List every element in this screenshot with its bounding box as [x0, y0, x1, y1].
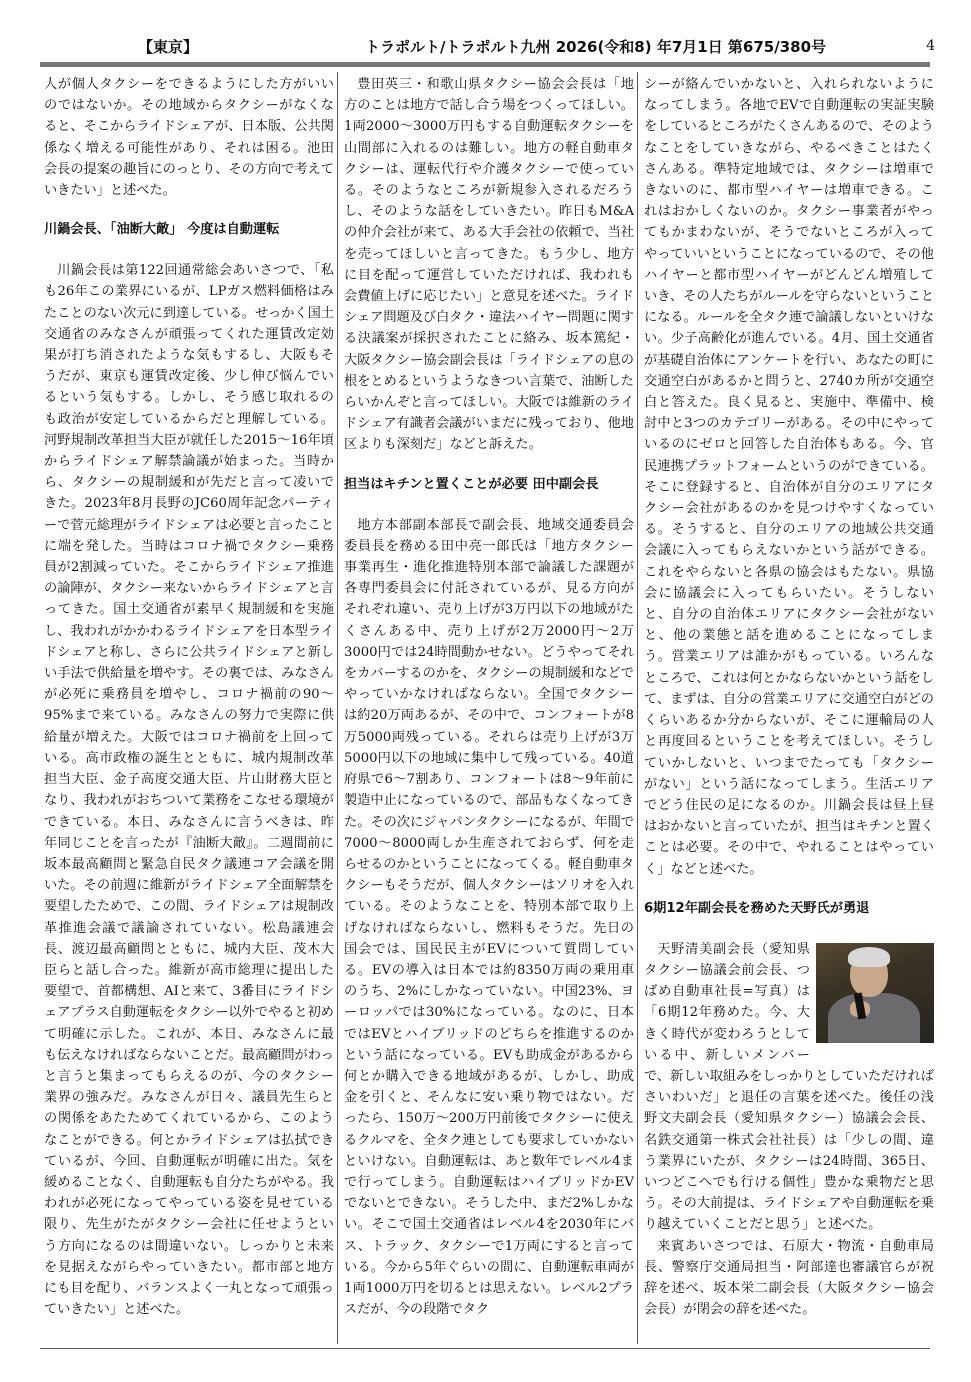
article-column-3: [644, 74, 934, 1349]
page-header: [40, 30, 935, 60]
paragraph: シーが絡んでいかないと、入れられないようになってしまう。各地でEVで自動運転の実証実験をしているところがたくさんあるので、そのようなことをしていきながら、やるべきことはたくさんある。準特定地域では、タクシーは増車できないのに、都市型ハイヤーは増車できる。これはおかしくないのか。タクシー事業者がやってもかまわないが、そうでないところが入ってやっていいということになっているので、その他ハイヤーと都市型ハイヤーがどんどん増殖していき、その人たちがルールを守らないということになる。ルールを全タク連で論議しないといけない。少子高齢化が進んでいる。4月、国土交通省が基礎自治体にアンケートを行い、あなたの町に交通空白があるかと問うと、2740カ所が交通空白と答えた。良く見ると、実施中、準備中、検討中と3つのカテゴリーがある。その中にやっているのにゼロと回答した自治体もある。今、官民連携プラットフォームというのができている。そこに登録すると、自治体が自分のエリアにタクシー会社があるのかを見つけやすくなっている。そうすると、自分のエリアの地域公共交通会議に入ってもらえないかという話ができる。これをやらないと各県の協会はもたない。県協会に協議会に入ってもらいたい。そうしないと、自分の自治体エリアにタクシー会社がないと、他の業態と話を進めることになってしまう。営業エリアは誰かがもっている。いろんなところで、これは何とかならないかという話をして、まずは、自分の営業エリアに交通空白がどのくらいあるか分からないが、そこに運輸局の人と再度回るということを考えてほしい。そうしていかしないと、いつまでたっても「タクシーがない」という話になってしまう。生活エリアでどう住民の足になるのか。川鍋会長は昼上昼はおかないと言っていたが、担当はキチンと置くことは必要。その中で、やれることはやっていく」などと述べた。: [644, 77, 934, 877]
region-label: 【東京】: [138, 38, 199, 56]
paragraph: 豊田英三・和歌山県タクシー協会会長は「地方のことは地方で話し合う場をつくってほしい。1両2000～3000万円もする自動運転タクシーを山間部に入れるのは難しい。地方の軽自動車タクシーは、運転代行や介護タクシーで使っている。そのようなところが新規参入されるだろうし、そのような話をしていきたい。昨日もM&Aの仲介会社が来て、ある大手会社の依頼で、当社を売ってほしいと言ってきた。もう少し、地方に目を配って運営していただければ、我われも会費値上げに応じたい」と意見を述べた。ライドシェア問題及び白タク・違法ハイヤー問題に関する決議案が採択されたことに絡み、坂本篤紀・大阪タクシー協会副会長は「ライドシェアの息の根をとめるというようなきつい言葉で、油断したらいかんぞと言ってほしい。大阪では維新のライドシェア有識者会議がいまだに残っており、他地区よりも深刻だ」などと訴えた。: [344, 77, 634, 453]
header-rule: [40, 62, 930, 67]
paragraph: 天野清美副会長（愛知県タクシー協議会前会長、つばめ自動車社長=写真）は「6期12年務めた。今、大きく時代が変わろうとしている中、新しいメンバーで、新しい取組みをしっかりとしていただければさいわいだ」と退任の言葉を述べた。後任の浅野文夫副会長（愛知県タクシー）協議会会長、名鉄交通第一株式会社社長）は「少しの間、違う業界にいたが、タクシーは24時間、365日、いつどこへでも行ける個性」豊かな乗物だと思う。その大前提は、ライドシェアや自動運転を乗り越えていくことだと思う」と述べた。: [644, 941, 934, 1233]
section-heading: 担当はキチンと置くことが必要 田中副会長: [344, 476, 599, 492]
speaker-photo: [816, 943, 934, 1043]
section-heading: 川鍋会長、「油断大敵」 今度は自動運転: [44, 222, 280, 238]
publication-title: トラポルト/トラポルト九州 2026(令和8) 年7月1日 第675/380号: [365, 38, 827, 56]
page-number: 4: [926, 38, 935, 54]
photo-hair-shape: [848, 947, 890, 967]
paragraph: 人が個人タクシーをできるようにした方がいいのではないか。その地域からタクシーがなくなると、そこからライドシェアが、日本版、公共関係なく増える可能性があり、それは困る。池田会長の提案の趣旨にのっとり、その方向で考えていきたい」と述べた。: [44, 77, 334, 199]
photo-body-shape: [828, 993, 920, 1043]
column-divider: [337, 72, 338, 1344]
paragraph: 地方本部副本部長で副会長、地域交通委員会委員長を務める田中亮一郎氏は「地方タクシー事業再生・進化推進特別本部で論議した課題が各専門委員会に付託されているが、見る方向がそれぞれ違い、売り上げが3万円以下の地域がたくさんある中、売り上げが2万2000円～2万3000円では24時間動かせない。どうやってそれをカバーするのかを、タクシーの規制緩和などでやっていかなければならない。全国でタクシーは約20万両あるが、その中で、コンフォートが8万5000両残っている。それらは売り上げが3万5000円以下の地域に集中して残っている。40道府県で6～7割あり、コンフォートは8～9年前に製造中止になっているので、部品もなくなってきた。その次にジャパンタクシーになるが、年間で7000～8000両しか生産されておらず、何を走らせるのかということになってくる。軽自動車タクシーもそうだが、個人タクシーはソリオを入れている。そのようなことを、特別本部で取り上げなければならないし、燃料もそうだ。先日の国会では、国民民主がEVについて質問している。EVの導入は日本では約8350万両の乗用車のうち、2%にしかなっていない。中国23%、ヨーロッパでは30%になっている。なのに、日本ではEVとハイブリッドのどちらを推進するのかという話になっている。EVも助成金があるから何とか購入できる地域があるが、しかし、助成金を引くと、そんなに安い乗り物ではない。だったら、150万～200万円前後でタクシーに使えるクルマを、全タク連としても要求していかないといけない。自動運転は、あと数年でレベル4まで行ってしまう。自動運転はハイブリッドかEVでないとできない。そうした中、まだ2%しかない。そこで国土交通省はレベル4を2030年にバス、トラック、タクシーで1万両にすると言っている。今から5年ぐらいの間に、自動運転車両が1両1000万円を切るとは思えない。レベル2プラスだが、今の段階でタク: [344, 517, 634, 1318]
article-column-1: [44, 74, 334, 1349]
paragraph: 来賓あいさつでは、石原大・物流・自動車局長、警察庁交通局担当・阿部達也審議官らが祝辞を述べ、坂本栄二副会長（大阪タクシー協会会長）が閉会の辞を述べた。: [644, 1238, 934, 1318]
paragraph: 川鍋会長は第122回通常総会あいさつで、「私も26年この業界にいるが、LPガス燃料価格はみたことのない次元に到達している。せっかく国土交通省のみなさんが頑張ってくれた運賃改定効果が打ち消されたような気もするし、大阪もそうだが、東京も運賃改定後、少し伸び悩んでいるという気もする。しかし、そう感じ取れるのも政治が安定しているからだと理解している。河野規制改革担当大臣が就任した2015～16年頃からライドシェア解禁論議が始まった。当時から、タクシーの規制緩和が先だと言って凌いできた。2023年8月長野のJC60周年記念パーティーで菅元総理がライドシェアは必要と言ったことに端を発した。当時はコロナ禍でタクシー乗務員が2割減っていた。そこからライドシェア推進の論陣が、タクシー来ないからライドシェアと言ってきた。国土交通省が素早く規制緩和を実施し、我われがかかわるライドシェアを日本型ライドシェアと称し、さらに公共ライドシェアと新しい手法で供給量を増やす。その裏では、みなさんが必死に乗務員を増やし、コロナ禍前の90～95%まで来ている。みなさんの努力で実際に供給量が増えた。大阪ではコロナ禍前を上回っている。高市政権の誕生とともに、城内規制改革担当大臣、金子高度交通大臣、片山財務大臣となり、我われがおちついて業務をこなせる環境ができている。本日、みなさんに言うべきは、昨年同じことを言ったが『油断大敵』。二週間前に坂本最高顧問と緊急自民タク議連コア会議を開いた。その前週に維新がライドシェア全面解禁を要望したためで、この間、ライドシェアは規制改革推進会議で議論されていない。松島議連会長、渡辺最高顧問とともに、城内大臣、茂木大臣らと話し合った。維新が高市総理に提出した要望で、首都構想、AIと来て、3番目にライドシェアプラス自動運転をタクシー以外でやると初めて明確に示した。これが、本日、みなさんに最も伝えなければならないことだ。最高顧問がわっと言うと集まってもらえるのが、今のタクシー業界の強みだ。みなさんが日々、議員先生らとの関係をあたためてくれているから、このようなことができる。何とかライドシェアは払拭できているが、今回、自動運転が明確に出た。気を緩めることなく、自動運転も自分たちがやる。我われが必死になってやっている姿を見せている限り、先生がたがタクシー会社に任せようという方向になるのは間違いない。しっかりと未来を見据えながらやっていきたい。都市部と地方にも目を配り、バランスよく一丸となって頑張っていきたい」と述べた。: [44, 263, 334, 1318]
footer-rule: [40, 1348, 930, 1349]
column-divider: [637, 72, 638, 1344]
section-heading: 6期12年副会長を務めた天野氏が勇退: [644, 900, 870, 916]
article-column-2: [344, 74, 634, 1349]
